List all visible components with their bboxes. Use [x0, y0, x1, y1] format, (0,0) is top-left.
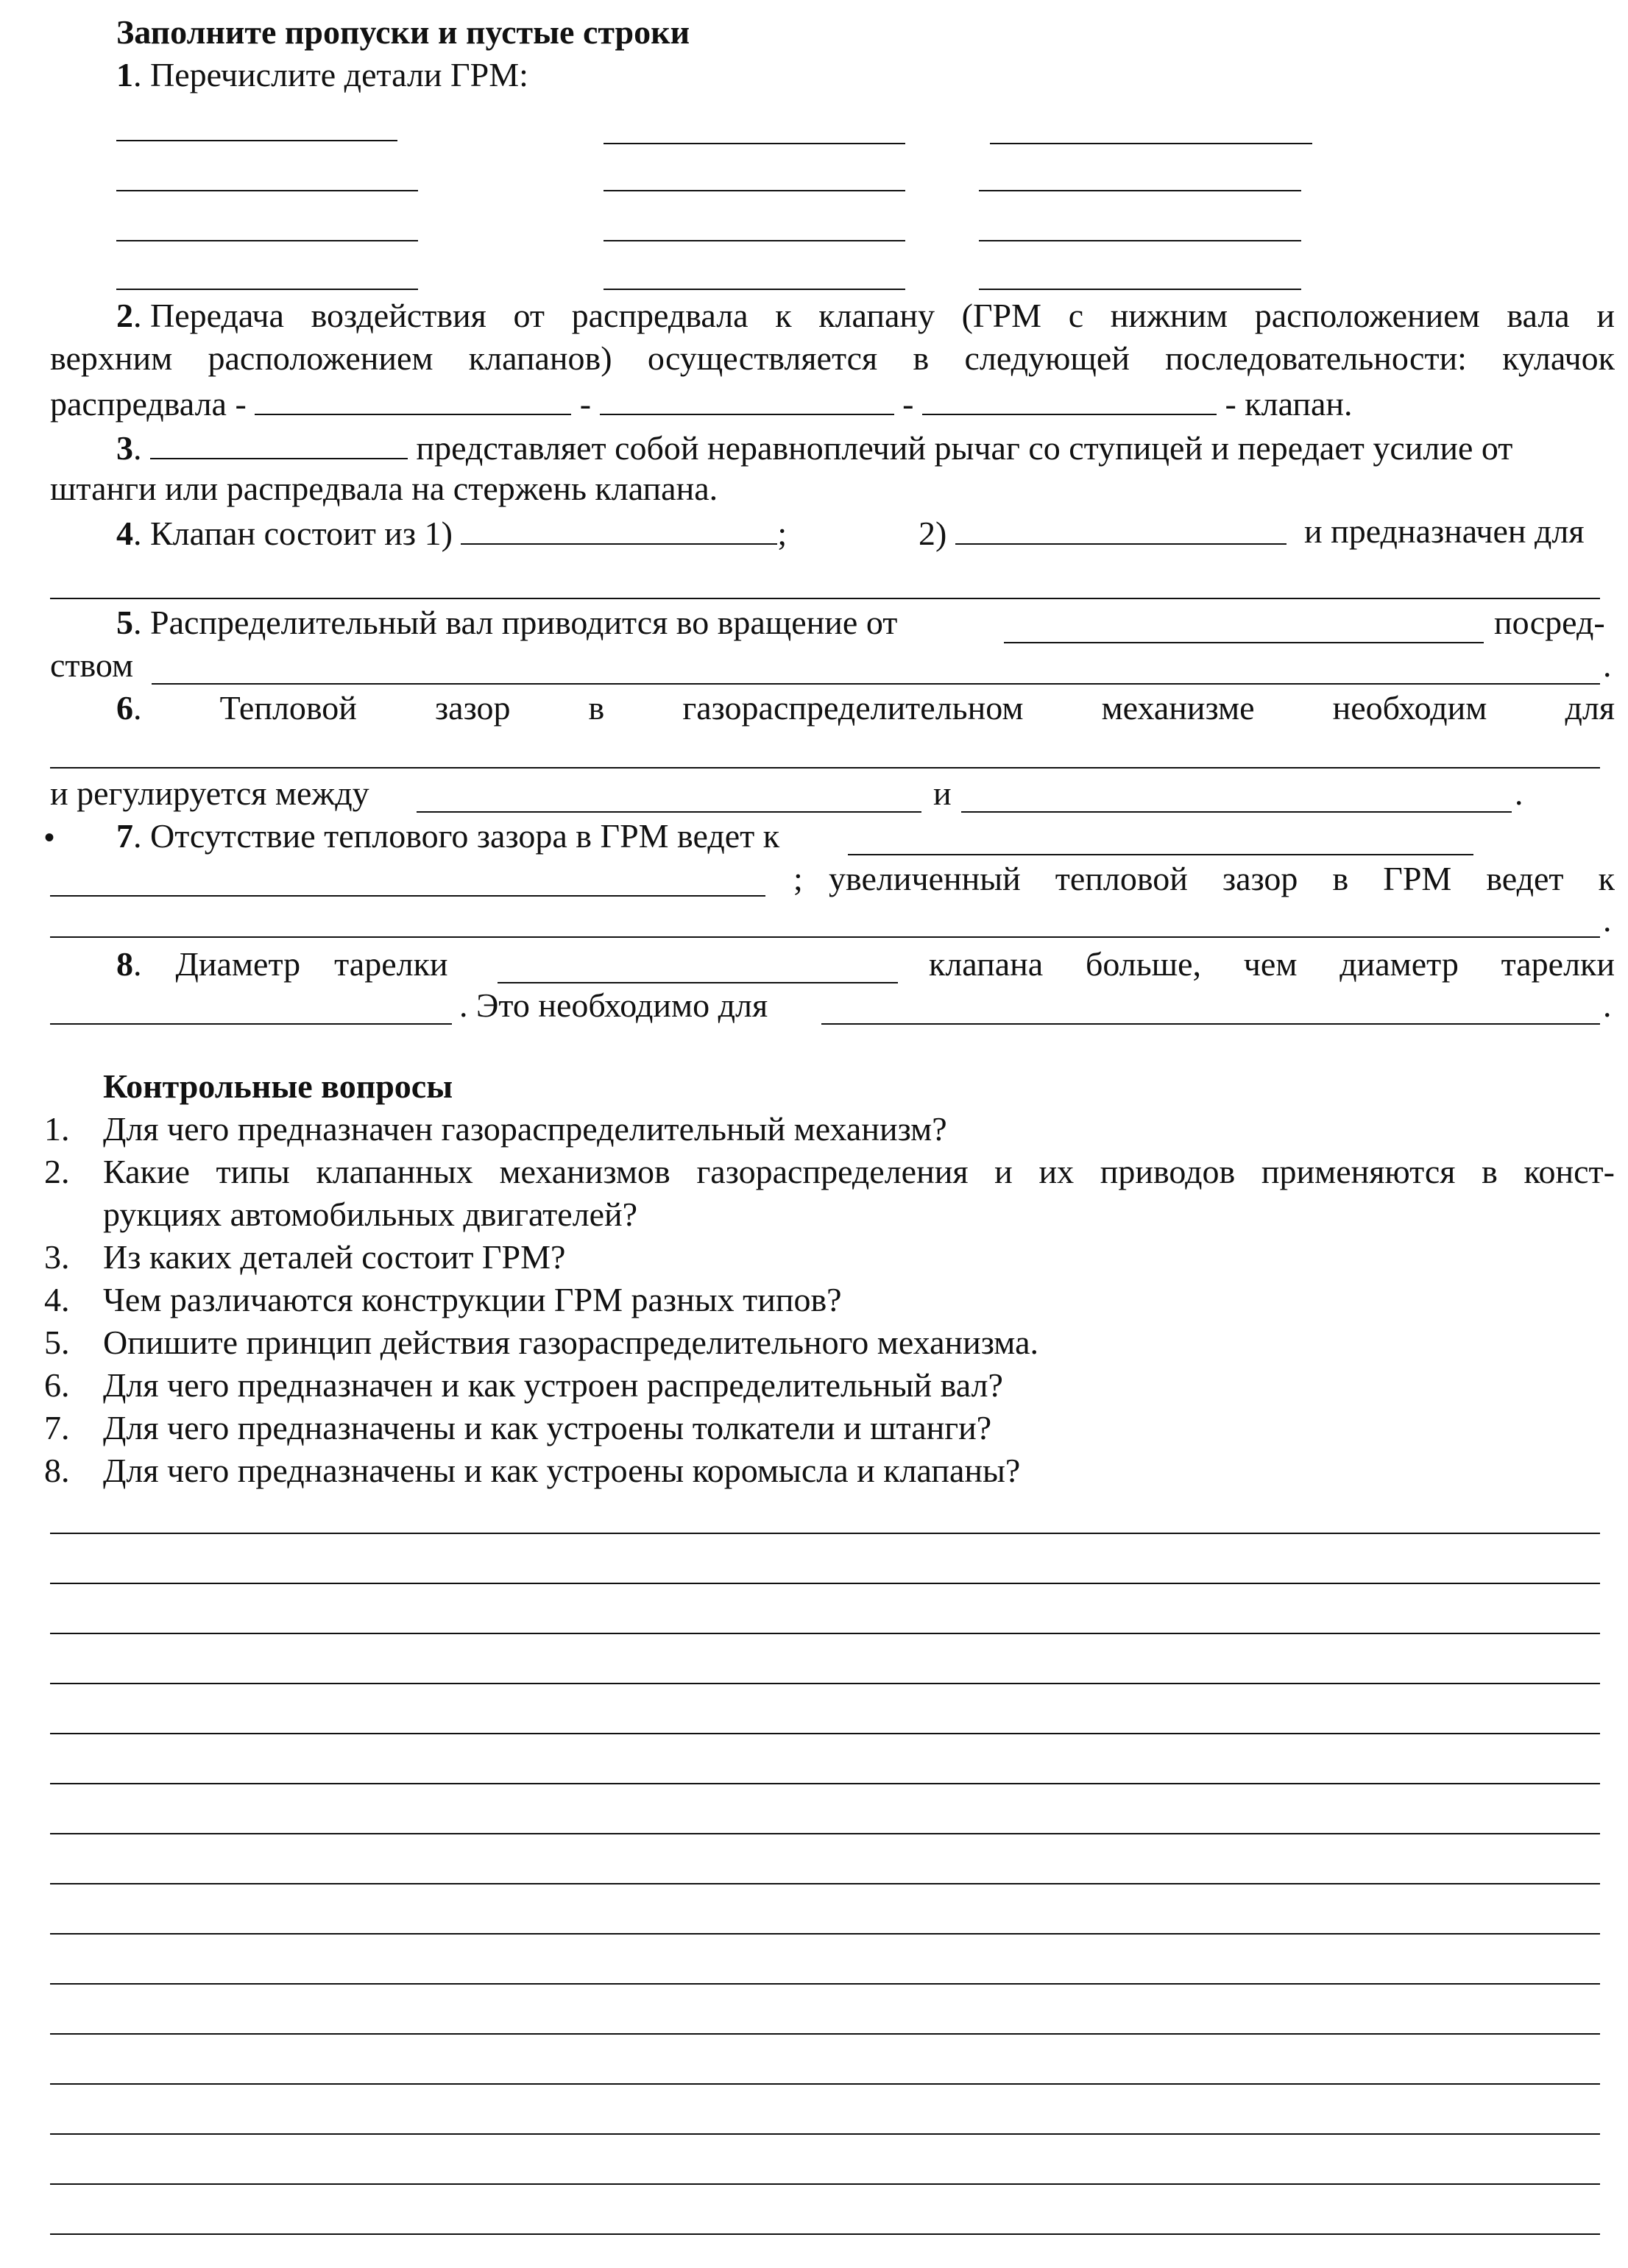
answer-blank[interactable]: [461, 511, 777, 545]
task-2-text: - клапан.: [1225, 385, 1353, 423]
answer-blank[interactable]: [116, 190, 418, 191]
task-2-word: следующей: [964, 339, 1130, 377]
task-2-word: к: [775, 297, 792, 334]
task-7-word: зазор: [1222, 860, 1298, 897]
question-word: механизмов: [499, 1153, 670, 1190]
answer-line[interactable]: [50, 1733, 1600, 1734]
dash: -: [902, 385, 914, 423]
question-text: [103, 1151, 1615, 1193]
question-word: приводов: [1100, 1153, 1236, 1190]
answer-blank[interactable]: [979, 190, 1301, 191]
task-7-word: к: [1598, 860, 1615, 897]
answer-blank[interactable]: [604, 240, 905, 241]
answer-blank[interactable]: [600, 381, 894, 415]
task-6-word: для: [1565, 689, 1615, 727]
task-5-line-2: ством: [50, 646, 134, 684]
task-2-word: нижним: [1110, 297, 1228, 334]
task-6-word: газораспределительном: [682, 689, 1024, 727]
task-5-text-b: посред-: [1494, 604, 1605, 641]
stray-mark: •: [44, 821, 55, 854]
question-word: типы: [216, 1153, 290, 1190]
question-number: 3.: [44, 1238, 70, 1276]
task-4-line-1: [116, 511, 787, 554]
task-1: [116, 54, 528, 96]
answer-blank[interactable]: [961, 811, 1512, 813]
answer-blank[interactable]: [150, 425, 408, 459]
answer-line[interactable]: [50, 2033, 1600, 2035]
task-number: 6: [116, 689, 133, 727]
answer-line[interactable]: [50, 2083, 1600, 2085]
task-6-word: необходим: [1332, 689, 1487, 727]
question-number: 8.: [44, 1452, 70, 1489]
question-text: Для чего предназначены и как устроены толкатели и штанги?: [103, 1409, 992, 1446]
answer-line[interactable]: [50, 1933, 1600, 1935]
task-2-word: воздействия: [311, 297, 486, 334]
question-word: их: [1038, 1153, 1075, 1190]
task-2-word: расположением: [1254, 297, 1480, 334]
task-2-line-1: [116, 295, 1615, 336]
task-8-line-1: 8. Диаметр тарелки: [116, 945, 448, 983]
answer-blank[interactable]: [604, 289, 905, 290]
period: .: [1515, 774, 1523, 812]
question-text-continued: рукциях автомобильных двигателей?: [103, 1195, 638, 1233]
question-text: Для чего предназначены и как устроены коромысла и клапаны?: [103, 1452, 1021, 1489]
answer-blank[interactable]: [955, 511, 1287, 545]
answer-line[interactable]: [50, 1683, 1600, 1684]
section-heading: Заполните пропуски и пустые строки: [116, 13, 690, 51]
question-text: Из каких деталей состоит ГРМ?: [103, 1238, 566, 1276]
question-number: 6.: [44, 1366, 70, 1404]
period: .: [1603, 901, 1612, 939]
task-3-text: представляет собой неравноплечий рычаг со ступицей и передает усилие от: [416, 429, 1513, 467]
answer-blank[interactable]: [50, 895, 765, 897]
question-number: 7.: [44, 1409, 70, 1446]
answer-line[interactable]: [50, 936, 1600, 938]
answer-line[interactable]: [50, 2133, 1600, 2135]
answer-line[interactable]: [50, 2233, 1600, 2235]
question-number: 4.: [44, 1281, 70, 1318]
question-word: и: [994, 1153, 1013, 1190]
answer-blank[interactable]: [255, 381, 571, 415]
task-number: 5: [116, 604, 133, 641]
answer-line[interactable]: [50, 1883, 1600, 1884]
control-questions-heading: Контрольные вопросы: [103, 1067, 453, 1105]
task-8-word: Диаметр: [175, 945, 301, 983]
task-2-word: осуществляется: [647, 339, 878, 377]
task-2-word: клапану: [818, 297, 935, 334]
answer-line[interactable]: [50, 1583, 1600, 1584]
answer-blank[interactable]: [979, 240, 1301, 241]
answer-blank[interactable]: [498, 982, 898, 983]
task-2-line-3: [50, 381, 1353, 425]
task-4-text: . Клапан состоит из 1): [133, 515, 453, 552]
answer-blank[interactable]: [116, 289, 418, 290]
question-text: Чем различаются конструкции ГРМ разных типов?: [103, 1281, 842, 1318]
task-8-word: больше,: [1085, 945, 1202, 983]
task-number: 3: [116, 429, 133, 467]
task-7-word: ведет: [1486, 860, 1564, 897]
answer-blank[interactable]: [1004, 642, 1484, 643]
answer-line[interactable]: [50, 1983, 1600, 1985]
dash: -: [579, 385, 592, 423]
task-2-word: распредвала: [571, 297, 748, 334]
task-7-word: в: [1332, 860, 1349, 897]
task-7-text: . Отсутствие теплового зазора в ГРМ ведет к: [133, 817, 780, 855]
semicolon: ;: [777, 515, 788, 552]
task-8-line-1b: [929, 944, 1615, 985]
task-6-word: Тепловой: [219, 689, 357, 727]
task-2-word: в: [913, 339, 930, 377]
answer-blank[interactable]: [50, 1023, 452, 1025]
answer-blank[interactable]: [116, 140, 397, 141]
task-7-word: тепловой: [1055, 860, 1188, 897]
task-4-text-b: [919, 511, 1287, 554]
task-6-line-2: и регулируется между: [50, 774, 369, 812]
task-number: 1: [116, 56, 133, 93]
question-word: клапанных: [316, 1153, 473, 1190]
task-number: 8: [116, 945, 133, 983]
task-number: 2: [116, 297, 133, 334]
task-4-text: 2): [919, 515, 947, 552]
period: .: [1603, 646, 1612, 684]
task-1-text: . Перечислите детали ГРМ:: [133, 56, 528, 93]
task-6-word: в: [588, 689, 605, 727]
task-8-word: тарелки: [1501, 945, 1615, 983]
answer-line[interactable]: [50, 1633, 1600, 1634]
answer-blank[interactable]: [417, 811, 921, 813]
question-word: применяются: [1261, 1153, 1456, 1190]
question-number: 2.: [44, 1153, 70, 1190]
question-word: газораспределения: [696, 1153, 969, 1190]
task-2-word: кулачок: [1502, 339, 1615, 377]
question-text: Для чего предназначен газораспределительный механизм?: [103, 1110, 947, 1148]
task-2-word: от: [513, 297, 545, 334]
task-7-line-1: [116, 816, 779, 857]
task-7-word: увеличенный: [829, 860, 1021, 897]
answer-line[interactable]: [50, 1783, 1600, 1784]
answer-blank[interactable]: [604, 190, 905, 191]
task-3-line-1: 3. представляет собой неравноплечий рычаг со ступицей и передает усилие от: [116, 425, 1512, 469]
task-8-word: диаметр: [1339, 945, 1459, 983]
answer-line[interactable]: [50, 2183, 1600, 2185]
task-2-word: (ГРМ: [961, 297, 1042, 334]
semicolon: ;: [793, 860, 803, 897]
answer-line[interactable]: [50, 767, 1600, 769]
task-7-line-2: [829, 858, 1615, 900]
answer-blank[interactable]: [116, 240, 418, 241]
question-word: Какие: [103, 1153, 190, 1190]
task-7-word: ГРМ: [1383, 860, 1452, 897]
question-number: 1.: [44, 1110, 70, 1148]
task-2-word: расположением: [208, 339, 433, 377]
task-5-line-1: [116, 602, 897, 643]
answer-blank[interactable]: [979, 289, 1301, 290]
answer-blank[interactable]: [990, 143, 1312, 144]
period: .: [1603, 986, 1612, 1024]
task-8-text-c: . Это необходимо для: [459, 986, 768, 1024]
task-2-text: распредвала -: [50, 385, 247, 423]
answer-blank[interactable]: [152, 683, 1600, 685]
task-2-word: с: [1068, 297, 1084, 334]
answer-blank[interactable]: [848, 854, 1473, 855]
task-6-word: зазор: [434, 689, 511, 727]
task-2-word: и: [1596, 297, 1615, 334]
question-word: в: [1482, 1153, 1498, 1190]
task-6-line-1: 6. Тепловой зазор в газораспределительном механизме необходим для: [116, 688, 1615, 729]
task-8-word: тарелки: [334, 945, 448, 983]
question-word: конст-: [1523, 1153, 1615, 1190]
task-2-word: клапанов): [468, 339, 612, 377]
answer-blank[interactable]: [821, 1023, 1600, 1025]
answer-blank[interactable]: [604, 143, 905, 144]
answer-line[interactable]: [50, 598, 1600, 599]
task-2-word: последовательности:: [1165, 339, 1467, 377]
task-8-word: клапана: [929, 945, 1044, 983]
question-number: 5.: [44, 1324, 70, 1361]
task-number: 7: [116, 817, 133, 855]
task-3-line-2: штанги или распредвала на стержень клапана.: [50, 470, 718, 507]
task-4-text-c: и предназначен для: [1304, 512, 1585, 550]
task-5-text: . Распределительный вал приводится во вращение от: [133, 604, 898, 641]
answer-line[interactable]: [50, 1833, 1600, 1834]
task-6-word: механизме: [1101, 689, 1255, 727]
task-6-and: и: [933, 774, 952, 812]
question-text: Для чего предназначен и как устроен распределительный вал?: [103, 1366, 1003, 1404]
task-2-word: вала: [1507, 297, 1570, 334]
task-2-word-0: 2. Передача: [116, 297, 284, 334]
answer-line[interactable]: [50, 1533, 1600, 1534]
task-2-word: верхним: [50, 339, 173, 377]
task-8-word: чем: [1243, 945, 1298, 983]
question-text: Опишите принцип действия газораспределительного механизма.: [103, 1324, 1038, 1361]
task-number: 4: [116, 515, 133, 552]
answer-blank[interactable]: [922, 381, 1217, 415]
task-2-line-2: [50, 338, 1615, 379]
